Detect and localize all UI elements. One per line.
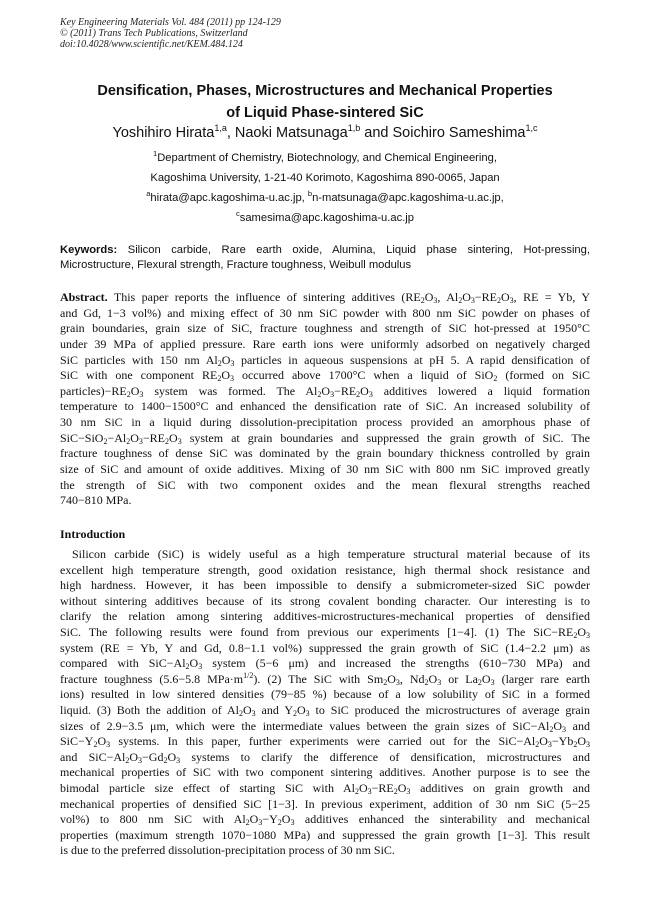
paragraph-line: is due to the preferred dissolution-precipitation process of 30 nm SiC. bbox=[60, 843, 395, 858]
abstract-line: Abstract. This paper reports the influence of sintering additives ($RE_2O_3$, $Al_2O_3-RE_2O_3$, RE = Yb, Y bbox=[60, 290, 590, 305]
title-line-2: of Liquid Phase-sintered SiC bbox=[226, 105, 424, 121]
paragraph-line: ions) resulted in low sintered densities (79−85 %) because of a low solubility of SiC in a formed bbox=[60, 687, 590, 702]
author-affiliation-mark: 1,c bbox=[525, 123, 538, 133]
paragraph-line: vol%) to 800 nm SiC with $Al_2O_3-Y_2O_3$ additives enhanced the sinterability and mechanical bbox=[60, 812, 590, 828]
email-link[interactable]: hirata@apc.kagoshima-u.ac.jp, bbox=[150, 192, 308, 204]
author-separator: and bbox=[360, 125, 393, 141]
author-separator: , bbox=[226, 125, 235, 141]
paragraph-line: sizes of 2.9−3.5 μm, which were the intermediate values between the grain sizes of $SiC-Al_2O_3$ and bbox=[60, 718, 590, 734]
abstract-line: $SiC-SiO_2-Al_2O_3-RE_2O_3$ system at grain boundaries and suppressed the grain growth of SiC. The bbox=[60, 430, 590, 446]
abstract-line: and Gd, 1−3 vol%) and mixing effect of 30 nm SiC powder with 800 nm SiC powder on phases of bbox=[60, 305, 590, 320]
paper-title bbox=[50, 80, 600, 124]
paragraph-line: and $SiC-Al_2O_3-Gd_2O_3$ systems to clarify the difference of densification, microstructures and bbox=[60, 749, 591, 765]
journal-header bbox=[60, 17, 460, 50]
email-mark: a bbox=[146, 189, 151, 198]
abstract-line: under 39 MPa of applied pressure. Rare earth ions were uniformly adsorbed on negatively charged bbox=[60, 336, 590, 351]
author-name: Soichiro Sameshima bbox=[392, 125, 526, 141]
paragraph-line: Silicon carbide (SiC) is widely useful as a high temperature structural material because of its bbox=[72, 547, 590, 561]
paragraph-line: high hardness. However, it has been impossible to densify a submicrometer-sized SiC powder bbox=[60, 578, 590, 593]
abstract-line: grain boundaries, grain size of SiC, fracture toughness and strength of SiC hot-pressed at 1950°C bbox=[60, 321, 590, 336]
paragraph-line: SiC. The following results were found from previous our experiments [1−4]. (1) The $SiC-RE_2O_3$ bbox=[60, 624, 590, 640]
journal-copyright: © (2011) Trans Tech Publications, Switzerland bbox=[60, 28, 248, 39]
abstract-line: 30 nm SiC in a liquid during dissolution-precipitation process provided an amorphous phase of bbox=[60, 415, 590, 430]
paragraph-line: system (RE = Yb, Y and Gd, 0.8−1.1 vol%) suppressed the grain growth of SiC (1.4−2.2 μm) as bbox=[60, 640, 590, 655]
email-link[interactable]: n-matsunaga@apc.kagoshima-u.ac.jp, bbox=[312, 192, 504, 204]
abstract-label: Abstract. bbox=[60, 290, 108, 304]
keywords-block bbox=[60, 243, 590, 273]
abstract-block bbox=[60, 290, 590, 509]
paragraph-line: fracture toughness (5.6−5.8 $MPa\cdot m^{1/2}$). (2) The SiC with $Sm_2O_3$, $Nd_2O_3$ or $La_2O_3$ (larger rare earth bbox=[60, 670, 590, 687]
affiliation-block bbox=[40, 148, 610, 228]
email-line-2 bbox=[40, 208, 610, 228]
affiliation-line-1: $^1$Department of Chemistry, Biotechnology, and Chemical Engineering, bbox=[153, 149, 497, 164]
introduction-body bbox=[60, 547, 590, 859]
keywords-text: Silicon carbide, Rare earth oxide, Alumina, Liquid phase sintering, Hot-pressing, Microstructure, Flexural strength, Fracture toughness, Weibull modulus bbox=[60, 244, 590, 271]
paragraph-line: bimodal particle size effect of starting SiC with $Al_2O_3-RE_2O_3$ additives on grain growth and bbox=[60, 780, 590, 796]
paragraph-line: excellent high temperature strength, good oxidation resistance, high thermal shock resistance and bbox=[60, 562, 590, 577]
abstract-line: size of SiC and amount of oxide additives. Mixing of 30 nm SiC with 800 nm SiC improved greatly bbox=[60, 462, 590, 477]
affiliation-line-2: Kagoshima University, 1-21-40 Korimoto, Kagoshima 890-0065, Japan bbox=[150, 172, 500, 184]
keywords-label: Keywords: bbox=[60, 244, 118, 256]
paragraph-line: without sintering additives because of its strong covalent bonding character. Our interesting is to bbox=[60, 593, 590, 608]
author-name: Yoshihiro Hirata bbox=[112, 125, 215, 141]
paragraph-line: mechanical properties of SiC with two component sintering additives. Another purpose is to see the bbox=[60, 765, 590, 780]
email-link[interactable]: samesima@apc.kagoshima-u.ac.jp bbox=[239, 212, 415, 224]
abstract-line: $particles)-RE_2O_3$ system was formed. The $Al_2O_3-RE_2O_3$ additives lowered a liquid formation bbox=[60, 383, 590, 399]
abstract-line: the strength of SiC with two component oxides and the mean flexural strengths reached bbox=[60, 477, 590, 492]
email-line-1 bbox=[40, 188, 610, 208]
paragraph-line: clarify the relation among sintering additives-microstructures-mechanical properties of densified bbox=[60, 609, 590, 624]
section-heading-introduction: Introduction bbox=[60, 527, 126, 541]
author-affiliation-mark: 1,a bbox=[214, 123, 227, 133]
affiliation-mark: 1 bbox=[153, 149, 158, 158]
paragraph-line: $SiC-Y_2O_3$ systems. In this paper, further experiments were carried out for the $SiC-Al_2O_3-Yb_2O_3$ bbox=[60, 734, 590, 750]
abstract-line: 740−810 MPa. bbox=[60, 493, 132, 508]
abstract-line: temperature to 1400−1500°C and enhanced the densification rate of SiC. An increased solubility of bbox=[60, 399, 590, 414]
title-line-1: Densification, Phases, Microstructures and Mechanical Properties bbox=[97, 83, 553, 99]
abstract-line: fracture toughness of dense SiC was dominated by the grain boundary thickness controlled by grain bbox=[60, 446, 590, 461]
author-list bbox=[40, 124, 610, 142]
paragraph-line: mechanical properties of densified SiC [1−3]. In previous experiment, addition of 30 nm SiC (5−25 bbox=[60, 796, 590, 811]
author-name: Naoki Matsunaga bbox=[234, 125, 348, 141]
journal-citation: Key Engineering Materials Vol. 484 (2011) pp 124-129 bbox=[60, 17, 281, 28]
author-affiliation-mark: 1,b bbox=[347, 123, 361, 133]
paragraph-line: compared with $SiC-Al_2O_3$ system (5−6 μm) and increased the strengths (610−730 MPa) and bbox=[60, 656, 590, 672]
paragraph-line: liquid. (3) Both the addition of $Al_2O_3$ and $Y_2O_3$ to SiC produced the microstructures of average grain bbox=[60, 702, 591, 718]
journal-doi: doi:10.4028/www.scientific.net/KEM.484.124 bbox=[60, 39, 243, 50]
paragraph-line: properties (maximum strength 1070−1080 MPa) and suppressed the grain growth [1−3]. This result bbox=[60, 827, 590, 842]
email-mark: b bbox=[307, 189, 313, 198]
email-mark: c bbox=[235, 209, 240, 218]
abstract-line: SiC particles with 150 nm $Al_2O_3$ particles in aqueous suspensions at pH 5. A rapid densification of bbox=[60, 352, 590, 368]
abstract-line: SiC with one component $RE_2O_3$ occurred above 1700°C when a liquid of SiO$_2$ (formed on SiC bbox=[60, 368, 591, 384]
